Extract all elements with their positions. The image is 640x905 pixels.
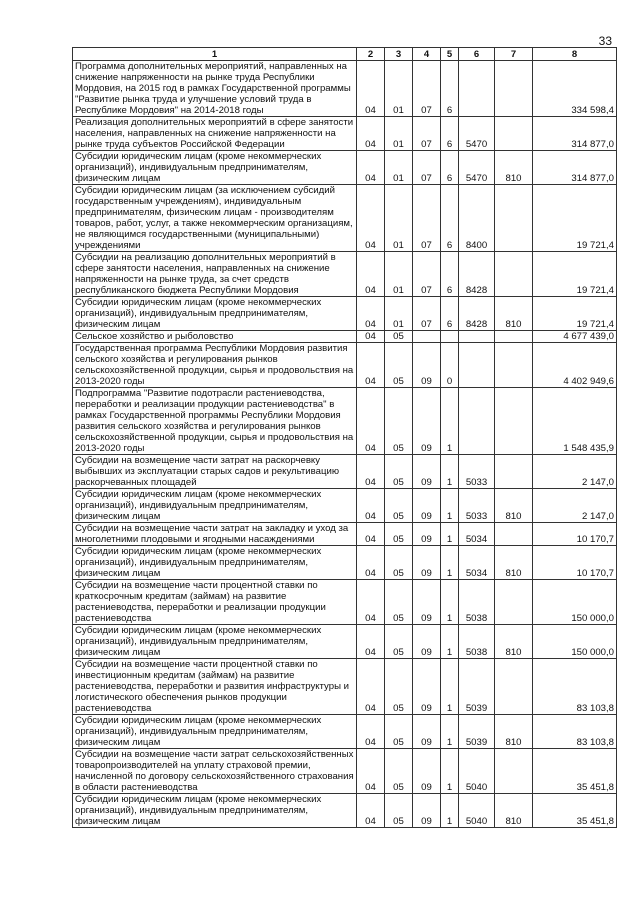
row-amount: 2 147,0 bbox=[533, 455, 617, 489]
row-code-c5: 1 bbox=[441, 546, 459, 580]
row-code-c3: 05 bbox=[385, 523, 413, 546]
row-code-c6: 8400 bbox=[459, 185, 495, 252]
row-name: Субсидии юридическим лицам (кроме некоммерческих организаций), индивидуальным предпринимателям, физическим лицам bbox=[73, 297, 357, 331]
row-name: Сельское хозяйство и рыболовство bbox=[73, 331, 357, 343]
row-code-c5: 1 bbox=[441, 489, 459, 523]
row-code-c4 bbox=[413, 331, 441, 343]
row-code-c2: 04 bbox=[357, 523, 385, 546]
row-code-c4: 09 bbox=[413, 546, 441, 580]
row-amount: 19 721,4 bbox=[533, 185, 617, 252]
row-code-c6: 5038 bbox=[459, 580, 495, 625]
row-code-c3: 01 bbox=[385, 117, 413, 151]
row-amount: 150 000,0 bbox=[533, 625, 617, 659]
row-code-c3: 05 bbox=[385, 625, 413, 659]
row-code-c5: 1 bbox=[441, 749, 459, 794]
table-row bbox=[73, 117, 617, 151]
row-code-c6: 5033 bbox=[459, 455, 495, 489]
row-amount: 4 402 949,6 bbox=[533, 343, 617, 388]
row-code-c4: 07 bbox=[413, 185, 441, 252]
row-amount: 35 451,8 bbox=[533, 794, 617, 828]
row-name: Государственная программа Республики Мордовия развития сельского хозяйства и регулирования рынков сельскохозяйственной продукции, сырья и продовольствия на 2013-2020 годы bbox=[73, 343, 357, 388]
table-row bbox=[73, 297, 617, 331]
row-code-c5: 1 bbox=[441, 455, 459, 489]
row-code-c7: 810 bbox=[495, 625, 533, 659]
row-code-c7 bbox=[495, 580, 533, 625]
row-code-c7 bbox=[495, 117, 533, 151]
table-row bbox=[73, 715, 617, 749]
row-code-c4: 09 bbox=[413, 625, 441, 659]
row-code-c4: 09 bbox=[413, 715, 441, 749]
row-code-c5 bbox=[441, 331, 459, 343]
table-row bbox=[73, 388, 617, 455]
row-code-c2: 04 bbox=[357, 252, 385, 297]
row-code-c2: 04 bbox=[357, 580, 385, 625]
row-name: Субсидии на реализацию дополнительных мероприятий в сфере занятости населения, направленных на снижение напряженности на рынке труда, за счет средств республиканского бюджета Республики Мордовия bbox=[73, 252, 357, 297]
row-code-c6: 5470 bbox=[459, 151, 495, 185]
row-code-c7: 810 bbox=[495, 489, 533, 523]
column-header: 2 bbox=[357, 48, 385, 61]
row-name: Реализация дополнительных мероприятий в сфере занятости населения, направленных на снижение напряженности на рынке труда субъектов Российской Федерации bbox=[73, 117, 357, 151]
row-code-c6: 5040 bbox=[459, 749, 495, 794]
row-code-c7 bbox=[495, 659, 533, 715]
table-row bbox=[73, 749, 617, 794]
row-amount: 2 147,0 bbox=[533, 489, 617, 523]
row-amount: 334 598,4 bbox=[533, 61, 617, 117]
row-code-c7: 810 bbox=[495, 151, 533, 185]
row-code-c5: 0 bbox=[441, 343, 459, 388]
row-code-c4: 09 bbox=[413, 388, 441, 455]
row-amount: 19 721,4 bbox=[533, 252, 617, 297]
row-code-c4: 09 bbox=[413, 455, 441, 489]
row-amount: 19 721,4 bbox=[533, 297, 617, 331]
row-code-c2: 04 bbox=[357, 388, 385, 455]
row-code-c5: 6 bbox=[441, 185, 459, 252]
row-code-c4: 07 bbox=[413, 252, 441, 297]
row-code-c3: 05 bbox=[385, 343, 413, 388]
row-name: Субсидии на возмещение части затрат на раскорчевку выбывших из эксплуатации старых садов и рекультивацию раскорчеванных площадей bbox=[73, 455, 357, 489]
row-code-c6 bbox=[459, 388, 495, 455]
row-code-c4: 07 bbox=[413, 117, 441, 151]
row-code-c2: 04 bbox=[357, 151, 385, 185]
row-code-c6: 5033 bbox=[459, 489, 495, 523]
table-row bbox=[73, 252, 617, 297]
row-code-c2: 04 bbox=[357, 659, 385, 715]
row-code-c7 bbox=[495, 343, 533, 388]
row-name: Субсидии юридическим лицам (кроме некоммерческих организаций), индивидуальным предпринимателям, физическим лицам bbox=[73, 151, 357, 185]
row-code-c3: 05 bbox=[385, 388, 413, 455]
row-amount: 83 103,8 bbox=[533, 659, 617, 715]
row-code-c5: 6 bbox=[441, 61, 459, 117]
row-name: Субсидии на возмещение части процентной ставки по инвестиционным кредитам (займам) на развитие растениеводства, переработки и развития инфраструктуры и логистического обеспечения рынков продукции растениеводства bbox=[73, 659, 357, 715]
row-code-c7 bbox=[495, 455, 533, 489]
row-code-c2: 04 bbox=[357, 749, 385, 794]
row-code-c6 bbox=[459, 61, 495, 117]
row-code-c2: 04 bbox=[357, 343, 385, 388]
row-code-c5: 6 bbox=[441, 252, 459, 297]
row-code-c3: 01 bbox=[385, 151, 413, 185]
row-code-c4: 07 bbox=[413, 151, 441, 185]
row-code-c2: 04 bbox=[357, 625, 385, 659]
row-amount: 83 103,8 bbox=[533, 715, 617, 749]
row-code-c7 bbox=[495, 252, 533, 297]
row-code-c7 bbox=[495, 523, 533, 546]
row-code-c5: 1 bbox=[441, 388, 459, 455]
table-row bbox=[73, 546, 617, 580]
row-code-c4: 09 bbox=[413, 794, 441, 828]
row-code-c3: 01 bbox=[385, 185, 413, 252]
row-code-c4: 09 bbox=[413, 580, 441, 625]
row-name: Субсидии юридическим лицам (кроме некоммерческих организаций), индивидуальным предпринимателям, физическим лицам bbox=[73, 489, 357, 523]
row-code-c5: 1 bbox=[441, 794, 459, 828]
row-code-c6 bbox=[459, 343, 495, 388]
row-name: Субсидии юридическим лицам (кроме некоммерческих организаций), индивидуальным предпринимателям, физическим лицам bbox=[73, 546, 357, 580]
row-code-c3: 05 bbox=[385, 794, 413, 828]
row-name: Субсидии юридическим лицам (кроме некоммерческих организаций), индивидуальным предпринимателям, физическим лицам bbox=[73, 794, 357, 828]
row-code-c5: 1 bbox=[441, 625, 459, 659]
row-name: Субсидии на возмещение части процентной ставки по краткосрочным кредитам (займам) на развитие растениеводства, переработки и реализации продукции растениеводства bbox=[73, 580, 357, 625]
row-code-c3: 05 bbox=[385, 715, 413, 749]
row-code-c6 bbox=[459, 331, 495, 343]
row-code-c3: 01 bbox=[385, 252, 413, 297]
row-amount: 150 000,0 bbox=[533, 580, 617, 625]
row-name: Субсидии на возмещение части затрат сельскохозяйственных товаропроизводителей на уплату страховой премии, начисленной по договору сельскохозяйственного страхования в области растениеводства bbox=[73, 749, 357, 794]
table-row bbox=[73, 151, 617, 185]
row-code-c7: 810 bbox=[495, 297, 533, 331]
row-code-c2: 04 bbox=[357, 297, 385, 331]
row-code-c6: 5040 bbox=[459, 794, 495, 828]
row-code-c5: 1 bbox=[441, 659, 459, 715]
row-code-c4: 09 bbox=[413, 523, 441, 546]
table-row bbox=[73, 523, 617, 546]
page-number: 33 bbox=[598, 34, 612, 48]
row-code-c4: 07 bbox=[413, 297, 441, 331]
table-row bbox=[73, 794, 617, 828]
row-name: Подпрограмма "Развитие подотрасли растениеводства, переработки и реализации продукции растениеводства" в рамках Государственной программы Республики Мордовия развития сельского хозяйства и регулирования рынков сельскохозяйственной продукции, сырья и продовольствия на 2013-2020 годы bbox=[73, 388, 357, 455]
table-row bbox=[73, 343, 617, 388]
table-row bbox=[73, 61, 617, 117]
row-code-c3: 01 bbox=[385, 61, 413, 117]
row-code-c7: 810 bbox=[495, 546, 533, 580]
column-header: 5 bbox=[441, 48, 459, 61]
row-code-c2: 04 bbox=[357, 546, 385, 580]
row-code-c6: 8428 bbox=[459, 252, 495, 297]
row-code-c3: 05 bbox=[385, 489, 413, 523]
row-code-c2: 04 bbox=[357, 489, 385, 523]
row-code-c2: 04 bbox=[357, 117, 385, 151]
row-code-c6: 5038 bbox=[459, 625, 495, 659]
row-code-c5: 6 bbox=[441, 117, 459, 151]
row-code-c3: 01 bbox=[385, 297, 413, 331]
row-code-c3: 05 bbox=[385, 331, 413, 343]
table-body bbox=[73, 61, 617, 828]
row-code-c3: 05 bbox=[385, 659, 413, 715]
row-name: Субсидии юридическим лицам (за исключением субсидий государственным учреждениям), индивидуальным предпринимателям, физическим лицам - производителям товаров, работ, услуг, а также некоммерческим организациям, не являющимся государственными (муниципальными) учреждениями bbox=[73, 185, 357, 252]
row-code-c7 bbox=[495, 749, 533, 794]
row-code-c6: 5034 bbox=[459, 546, 495, 580]
row-code-c5: 1 bbox=[441, 580, 459, 625]
row-code-c3: 05 bbox=[385, 455, 413, 489]
row-code-c3: 05 bbox=[385, 546, 413, 580]
row-code-c6: 5039 bbox=[459, 715, 495, 749]
row-code-c7 bbox=[495, 331, 533, 343]
row-code-c7 bbox=[495, 61, 533, 117]
row-code-c4: 09 bbox=[413, 343, 441, 388]
row-code-c2: 04 bbox=[357, 61, 385, 117]
row-code-c4: 09 bbox=[413, 489, 441, 523]
row-code-c4: 07 bbox=[413, 61, 441, 117]
row-amount: 1 548 435,9 bbox=[533, 388, 617, 455]
row-code-c7 bbox=[495, 185, 533, 252]
row-name: Субсидии юридическим лицам (кроме некоммерческих организаций), индивидуальным предпринимателям, физическим лицам bbox=[73, 625, 357, 659]
row-code-c6: 5034 bbox=[459, 523, 495, 546]
row-code-c5: 1 bbox=[441, 715, 459, 749]
row-code-c5: 6 bbox=[441, 297, 459, 331]
row-code-c2: 04 bbox=[357, 331, 385, 343]
row-code-c6: 8428 bbox=[459, 297, 495, 331]
row-code-c7 bbox=[495, 388, 533, 455]
row-name: Субсидии юридическим лицам (кроме некоммерческих организаций), индивидуальным предпринимателям, физическим лицам bbox=[73, 715, 357, 749]
budget-table bbox=[72, 47, 617, 828]
row-code-c7: 810 bbox=[495, 715, 533, 749]
column-header: 3 bbox=[385, 48, 413, 61]
column-header: 1 bbox=[73, 48, 357, 61]
row-code-c2: 04 bbox=[357, 715, 385, 749]
table-row bbox=[73, 455, 617, 489]
column-header: 8 bbox=[533, 48, 617, 61]
row-amount: 10 170,7 bbox=[533, 546, 617, 580]
row-code-c6: 5039 bbox=[459, 659, 495, 715]
row-code-c2: 04 bbox=[357, 455, 385, 489]
row-amount: 4 677 439,0 bbox=[533, 331, 617, 343]
row-code-c7: 810 bbox=[495, 794, 533, 828]
column-header: 4 bbox=[413, 48, 441, 61]
row-code-c3: 05 bbox=[385, 749, 413, 794]
row-code-c6: 5470 bbox=[459, 117, 495, 151]
column-header: 7 bbox=[495, 48, 533, 61]
row-code-c4: 09 bbox=[413, 659, 441, 715]
column-header: 6 bbox=[459, 48, 495, 61]
table-header-row bbox=[73, 48, 617, 61]
table-row bbox=[73, 185, 617, 252]
table-row bbox=[73, 659, 617, 715]
row-code-c2: 04 bbox=[357, 794, 385, 828]
row-amount: 314 877,0 bbox=[533, 151, 617, 185]
row-code-c3: 05 bbox=[385, 580, 413, 625]
row-code-c5: 1 bbox=[441, 523, 459, 546]
row-code-c2: 04 bbox=[357, 185, 385, 252]
table-row bbox=[73, 489, 617, 523]
row-amount: 10 170,7 bbox=[533, 523, 617, 546]
row-code-c5: 6 bbox=[441, 151, 459, 185]
row-name: Субсидии на возмещение части затрат на закладку и уход за многолетними плодовыми и ягодными насаждениями bbox=[73, 523, 357, 546]
table-row bbox=[73, 580, 617, 625]
row-name: Программа дополнительных мероприятий, направленных на снижение напряженности на рынке труда Республики Мордовия, на 2015 год в рамках Государственной программы "Развитие рынка труда и улучшение условий труда в Республике Мордовия" на 2014-2018 годы bbox=[73, 61, 357, 117]
row-code-c4: 09 bbox=[413, 749, 441, 794]
table-row bbox=[73, 331, 617, 343]
table-row bbox=[73, 625, 617, 659]
row-amount: 314 877,0 bbox=[533, 117, 617, 151]
row-amount: 35 451,8 bbox=[533, 749, 617, 794]
